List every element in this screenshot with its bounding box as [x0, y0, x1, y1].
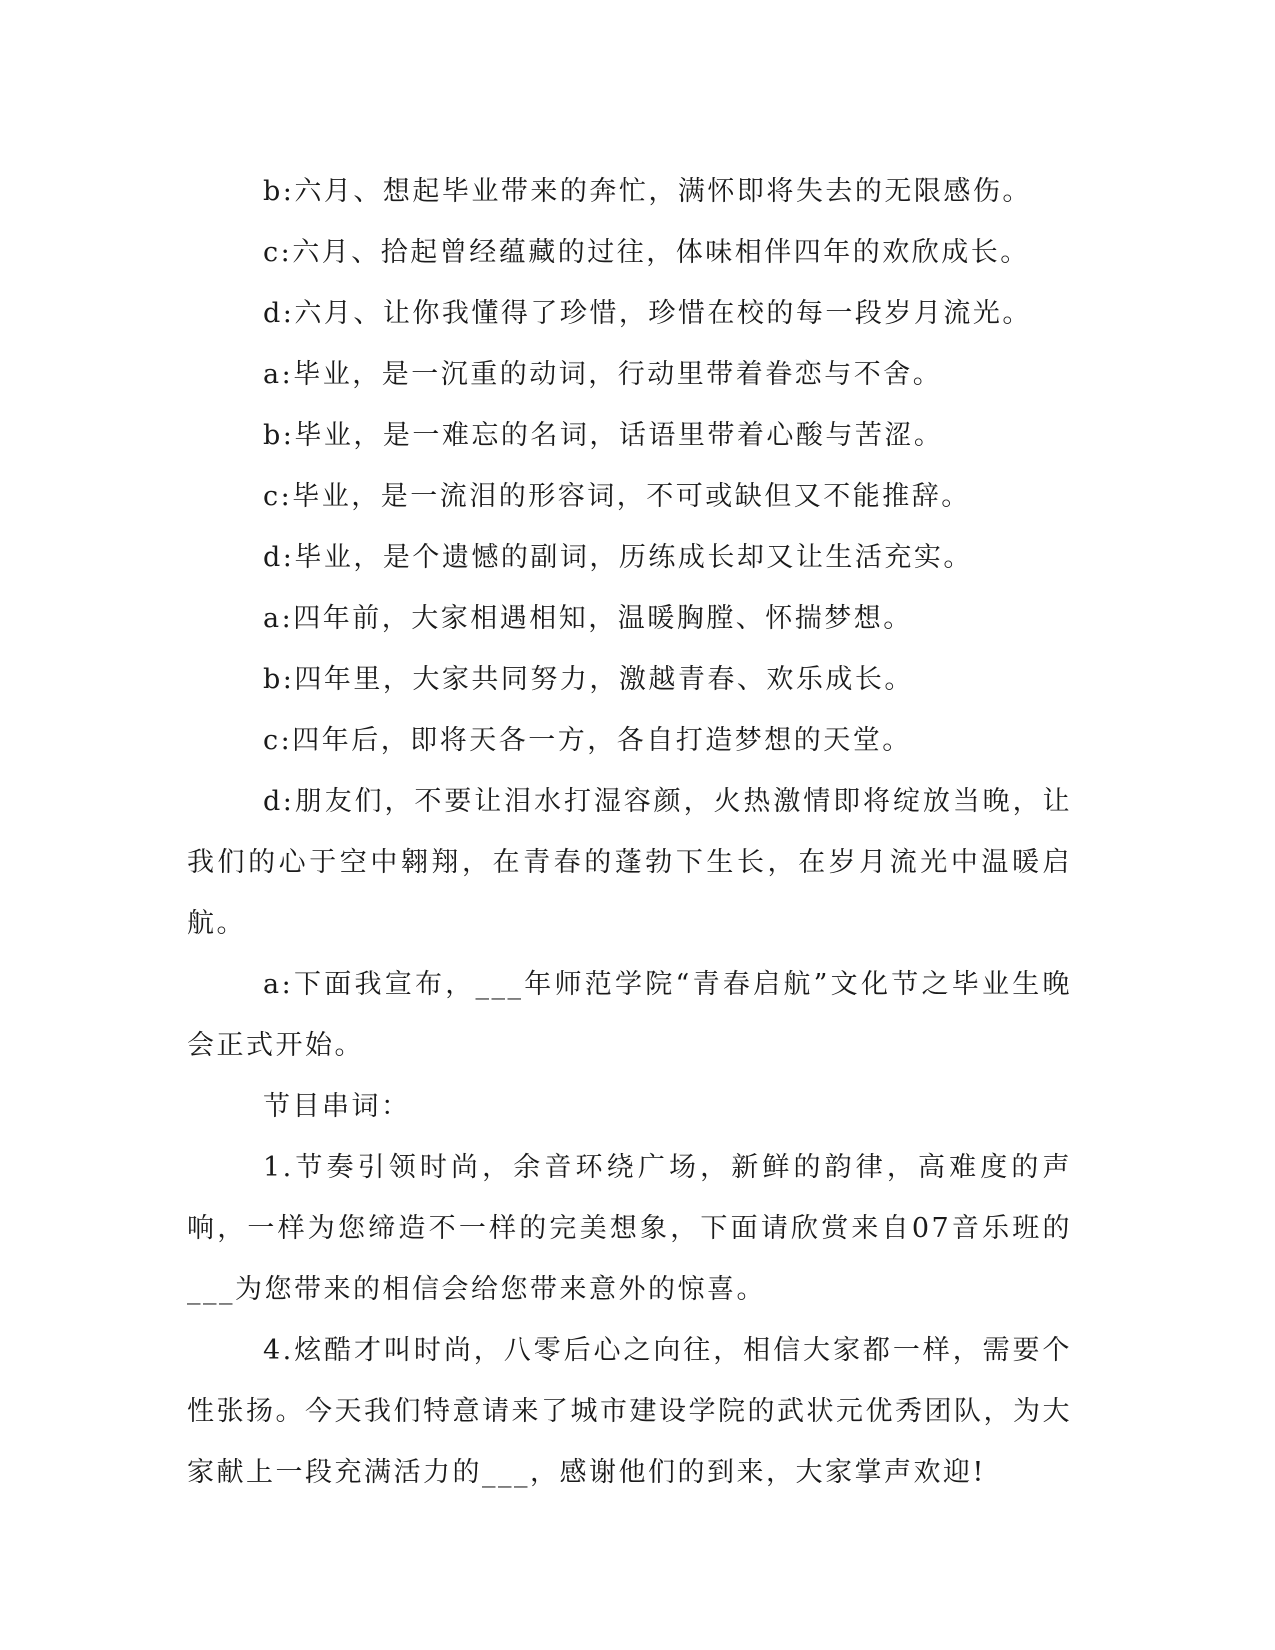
paragraph: c:六月、拾起曾经蕴藏的过往，体味相伴四年的欢欣成长。 [263, 237, 1030, 268]
paragraph: d:毕业，是个遗憾的副词，历练成长却又让生活充实。 [263, 542, 973, 573]
paragraph: a:四年前，大家相遇相知，温暖胸膛、怀揣梦想。 [263, 603, 913, 634]
paragraph: b:六月、想起毕业带来的奔忙，满怀即将失去的无限感伤。 [263, 176, 1032, 207]
paragraph: 4.炫酷才叫时尚，八零后心之向往，相信大家都一样，需要个性张扬。今天我们特意请来了城市建设学院的武状元优秀团队，为大家献上一段充满活力的___，感谢他们的到来，大家掌声欢迎! [187, 1335, 1072, 1488]
document-body [187, 161, 1072, 1503]
paragraph: d:朋友们，不要让泪水打湿容颜，火热激情即将绽放当晚，让我们的心于空中翱翔，在青春的蓬勃下生长，在岁月流光中温暖启航。 [187, 786, 1072, 939]
paragraph: c:四年后，即将天各一方，各自打造梦想的天堂。 [263, 725, 912, 756]
paragraph: a:下面我宣布，___年师范学院“青春启航”文化节之毕业生晚会正式开始。 [187, 969, 1072, 1061]
paragraph: c:毕业，是一流泪的形容词，不可或缺但又不能推辞。 [263, 481, 971, 512]
paragraph: b:四年里，大家共同努力，激越青春、欢乐成长。 [263, 664, 914, 695]
paragraph: a:毕业，是一沉重的动词，行动里带着眷恋与不舍。 [263, 359, 943, 390]
paragraph: 1.节奏引领时尚，余音环绕广场，新鲜的韵律，高难度的声响，一样为您缔造不一样的完美想象，下面请欣赏来自07音乐班的___为您带来的相信会给您带来意外的惊喜。 [187, 1152, 1072, 1305]
paragraph: b:毕业，是一难忘的名词，话语里带着心酸与苦涩。 [263, 420, 944, 451]
section-heading: 节目串词： [263, 1091, 411, 1122]
paragraph: d:六月、让你我懂得了珍惜，珍惜在校的每一段岁月流光。 [263, 298, 1032, 329]
